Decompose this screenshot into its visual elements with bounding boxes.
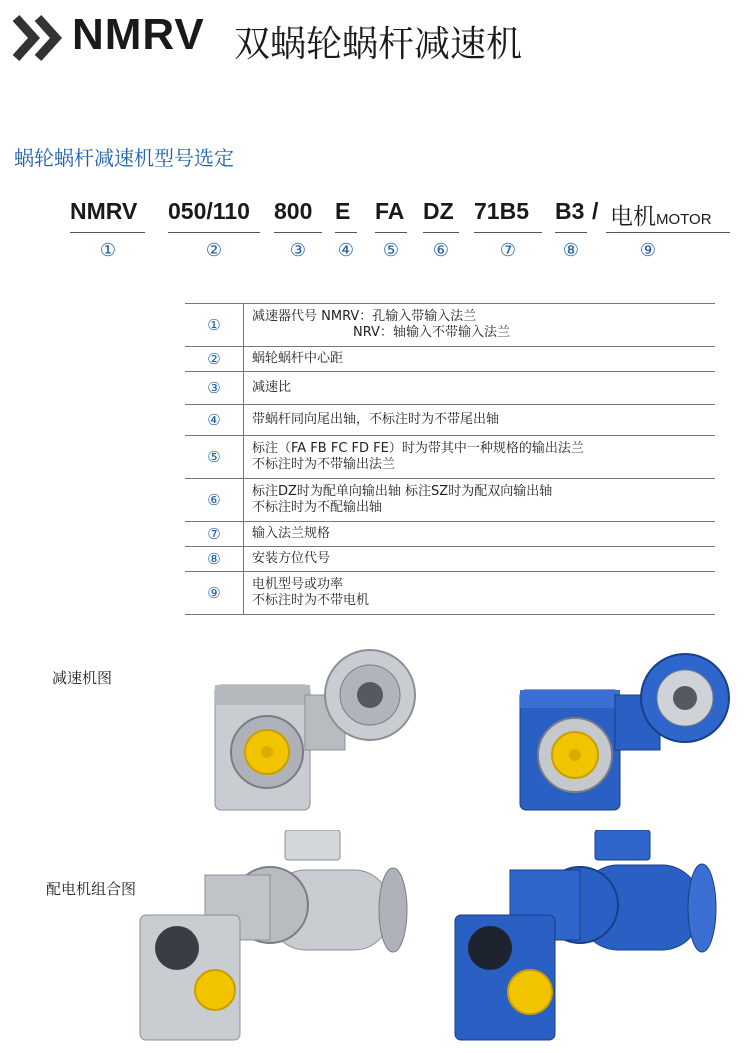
table-row [185, 479, 715, 522]
page-header [0, 8, 750, 68]
row-line: 标注DZ时为配单向输出轴 标注SZ时为配双向输出轴 [252, 484, 553, 499]
row-description [243, 547, 715, 571]
row-number: ⑨ [185, 572, 244, 614]
code-part-7: 71B5 [474, 198, 529, 224]
code-part-1: NMRV [70, 198, 138, 224]
row-number: ⑤ [185, 436, 244, 478]
code-separator: / [592, 198, 599, 224]
code-part-3: 800 [274, 198, 313, 224]
code-number-3: ③ [289, 240, 307, 261]
row-number: ⑧ [185, 547, 244, 571]
table-row [185, 572, 715, 615]
silver-reducer-image [205, 640, 420, 815]
row-line: 不标注时为不带电机 [252, 593, 370, 608]
reducer-image-label: 减速机图 [52, 669, 113, 687]
row-number: ③ [185, 372, 244, 404]
motor-cn: 电机 [610, 203, 656, 229]
code-underline [423, 232, 459, 233]
row-description [243, 436, 715, 478]
row-description [243, 572, 715, 614]
code-number-2: ② [205, 240, 223, 261]
code-number-1: ① [99, 240, 117, 261]
title-latin: NMRV [72, 10, 205, 59]
code-underline [274, 232, 322, 233]
row-line: 蜗轮蜗杆中心距 [252, 351, 344, 366]
row-description [243, 372, 715, 404]
code-part-motor [610, 198, 712, 231]
table-row [185, 522, 715, 547]
row-number: ⑥ [185, 479, 244, 521]
code-underline [474, 232, 542, 233]
code-underline [168, 232, 260, 233]
row-line: 减速比 [252, 380, 292, 395]
double-chevron-icon [12, 12, 68, 64]
blue-reducer-image [515, 640, 730, 815]
row-line: 安装方位代号 [252, 551, 331, 566]
model-code-line [0, 198, 750, 268]
code-number-8: ⑧ [562, 240, 580, 261]
motor-en: MOTOR [656, 211, 712, 228]
code-number-5: ⑤ [382, 240, 400, 261]
code-part-4: E [335, 198, 351, 224]
table-row [185, 347, 715, 372]
silver-motor-combo-image [135, 830, 425, 1045]
row-description [243, 405, 715, 435]
table-row [185, 436, 715, 479]
row-line: NRV：轴输入不带输入法兰 [353, 325, 510, 340]
code-underline [555, 232, 587, 233]
row-description [243, 347, 715, 371]
row-number: ④ [185, 405, 244, 435]
code-number-6: ⑥ [432, 240, 450, 261]
code-underline [335, 232, 357, 233]
row-line: 减速器代号 NMRV：孔输入带输入法兰 [252, 309, 477, 324]
table-row [185, 547, 715, 572]
code-number-9: ⑨ [639, 240, 657, 261]
combo-image-label: 配电机组合图 [46, 880, 137, 898]
code-part-2: 050/110 [168, 198, 250, 224]
row-number: ⑦ [185, 522, 244, 546]
row-number: ② [185, 347, 244, 371]
row-description [243, 479, 715, 521]
row-description [243, 304, 715, 346]
table-row [185, 304, 715, 347]
code-underline [606, 232, 730, 233]
code-underline [375, 232, 407, 233]
row-line: 带蜗杆同向尾出轴，不标注时为不带尾出轴 [252, 412, 500, 427]
table-row [185, 405, 715, 436]
row-line: 不标注时为不带输出法兰 [252, 457, 396, 472]
row-line: 标注（FA FB FC FD FE）时为带其中一种规格的输出法兰 [252, 441, 584, 456]
row-number: ① [185, 304, 244, 346]
row-line: 输入法兰规格 [252, 526, 331, 541]
section-subtitle: 蜗轮蜗杆减速机型号选定 [14, 146, 234, 170]
code-part-6: DZ [423, 198, 454, 224]
code-explanation-table [185, 303, 715, 615]
code-part-5: FA [375, 198, 405, 224]
code-part-8: B3 [555, 198, 585, 224]
table-row [185, 372, 715, 405]
code-number-7: ⑦ [499, 240, 517, 261]
code-underline [70, 232, 145, 233]
blue-motor-combo-image [450, 830, 725, 1045]
title-chinese: 双蜗轮蜗杆减速机 [234, 24, 523, 65]
row-description [243, 522, 715, 546]
row-line: 不标注时为不配输出轴 [252, 500, 383, 515]
row-line: 电机型号或功率 [252, 577, 344, 592]
code-number-4: ④ [337, 240, 355, 261]
